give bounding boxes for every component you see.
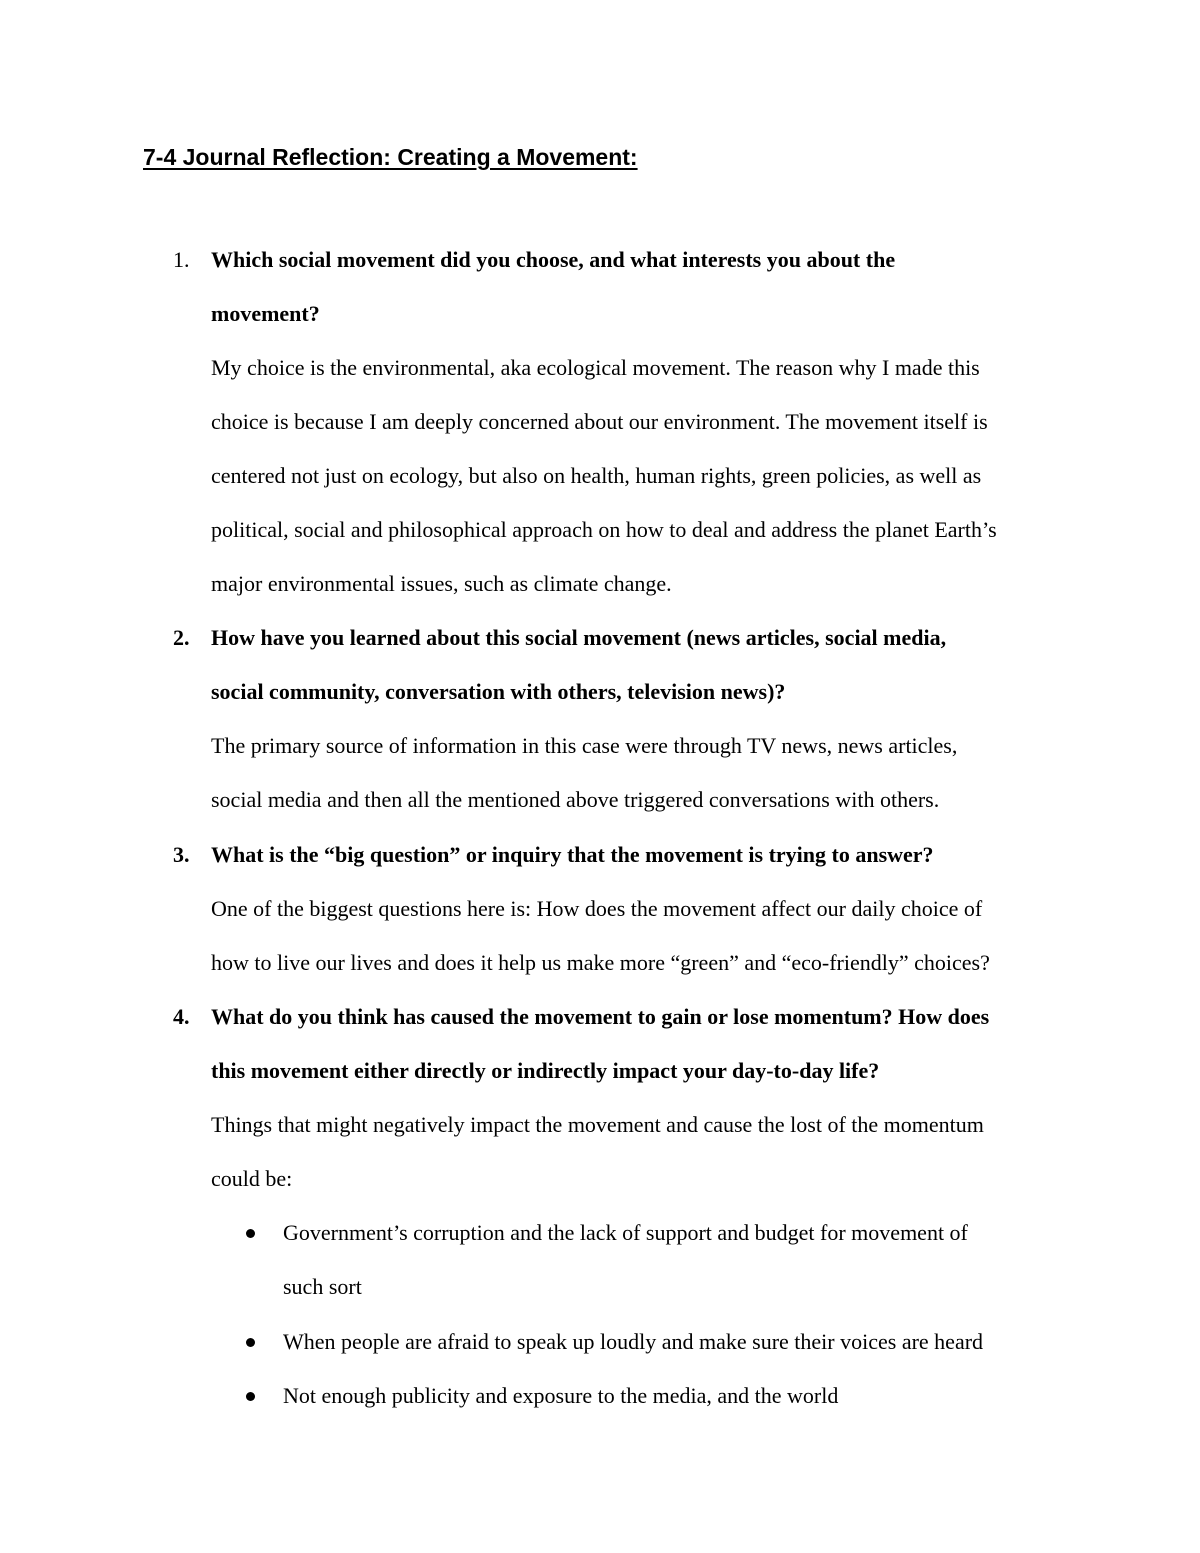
answer-2-line-1: The primary source of information in this case were through TV news, news articles, bbox=[211, 733, 958, 758]
item-number-2: 2. bbox=[173, 625, 190, 650]
item-number-1: 1. bbox=[173, 247, 190, 272]
document-title: 7-4 Journal Reflection: Creating a Movement: bbox=[143, 144, 638, 170]
bullet-icon bbox=[246, 1392, 255, 1401]
answer-4-line-1: Things that might negatively impact the movement and cause the lost of the momentum bbox=[211, 1112, 984, 1137]
answer-2-line-2: social media and then all the mentioned above triggered conversations with others. bbox=[211, 787, 940, 812]
bullet-2-line-1: When people are afraid to speak up loudly and make sure their voices are heard bbox=[283, 1329, 984, 1354]
question-4-line-2: this movement either directly or indirectly impact your day-to-day life? bbox=[211, 1058, 880, 1083]
question-2-line-1: How have you learned about this social movement (news articles, social media, bbox=[211, 625, 947, 650]
item-number-3: 3. bbox=[173, 842, 190, 867]
answer-1-line-1: My choice is the environmental, aka ecological movement. The reason why I made this bbox=[211, 355, 980, 380]
answer-1-line-2: choice is because I am deeply concerned about our environment. The movement itself is bbox=[211, 409, 988, 434]
question-4-line-1: What do you think has caused the movement to gain or lose momentum? How does bbox=[211, 1004, 990, 1029]
bullet-icon bbox=[246, 1338, 255, 1347]
answer-3-line-1: One of the biggest questions here is: How does the movement affect our daily choice of bbox=[211, 896, 983, 921]
question-2-line-2: social community, conversation with others, television news)? bbox=[211, 679, 786, 704]
answer-4-line-2: could be: bbox=[211, 1166, 293, 1191]
question-1-line-2: movement? bbox=[211, 301, 320, 326]
bullet-3-line-1: Not enough publicity and exposure to the media, and the world bbox=[283, 1383, 839, 1408]
answer-1-line-3: centered not just on ecology, but also on health, human rights, green policies, as well as bbox=[211, 463, 982, 488]
bullet-1-line-1: Government’s corruption and the lack of support and budget for movement of bbox=[283, 1220, 968, 1245]
answer-3-line-2: how to live our lives and does it help us make more “green” and “eco-friendly” choices? bbox=[211, 950, 990, 975]
answer-1-line-5: major environmental issues, such as climate change. bbox=[211, 571, 672, 596]
bullet-icon bbox=[246, 1229, 255, 1238]
item-number-4: 4. bbox=[173, 1004, 190, 1029]
question-1-line-1: Which social movement did you choose, and what interests you about the bbox=[211, 247, 896, 272]
question-3-line-1: What is the “big question” or inquiry that the movement is trying to answer? bbox=[211, 842, 934, 867]
answer-1-line-4: political, social and philosophical approach on how to deal and address the planet Earth’s bbox=[211, 517, 997, 542]
bullet-1-line-2: such sort bbox=[283, 1274, 362, 1299]
